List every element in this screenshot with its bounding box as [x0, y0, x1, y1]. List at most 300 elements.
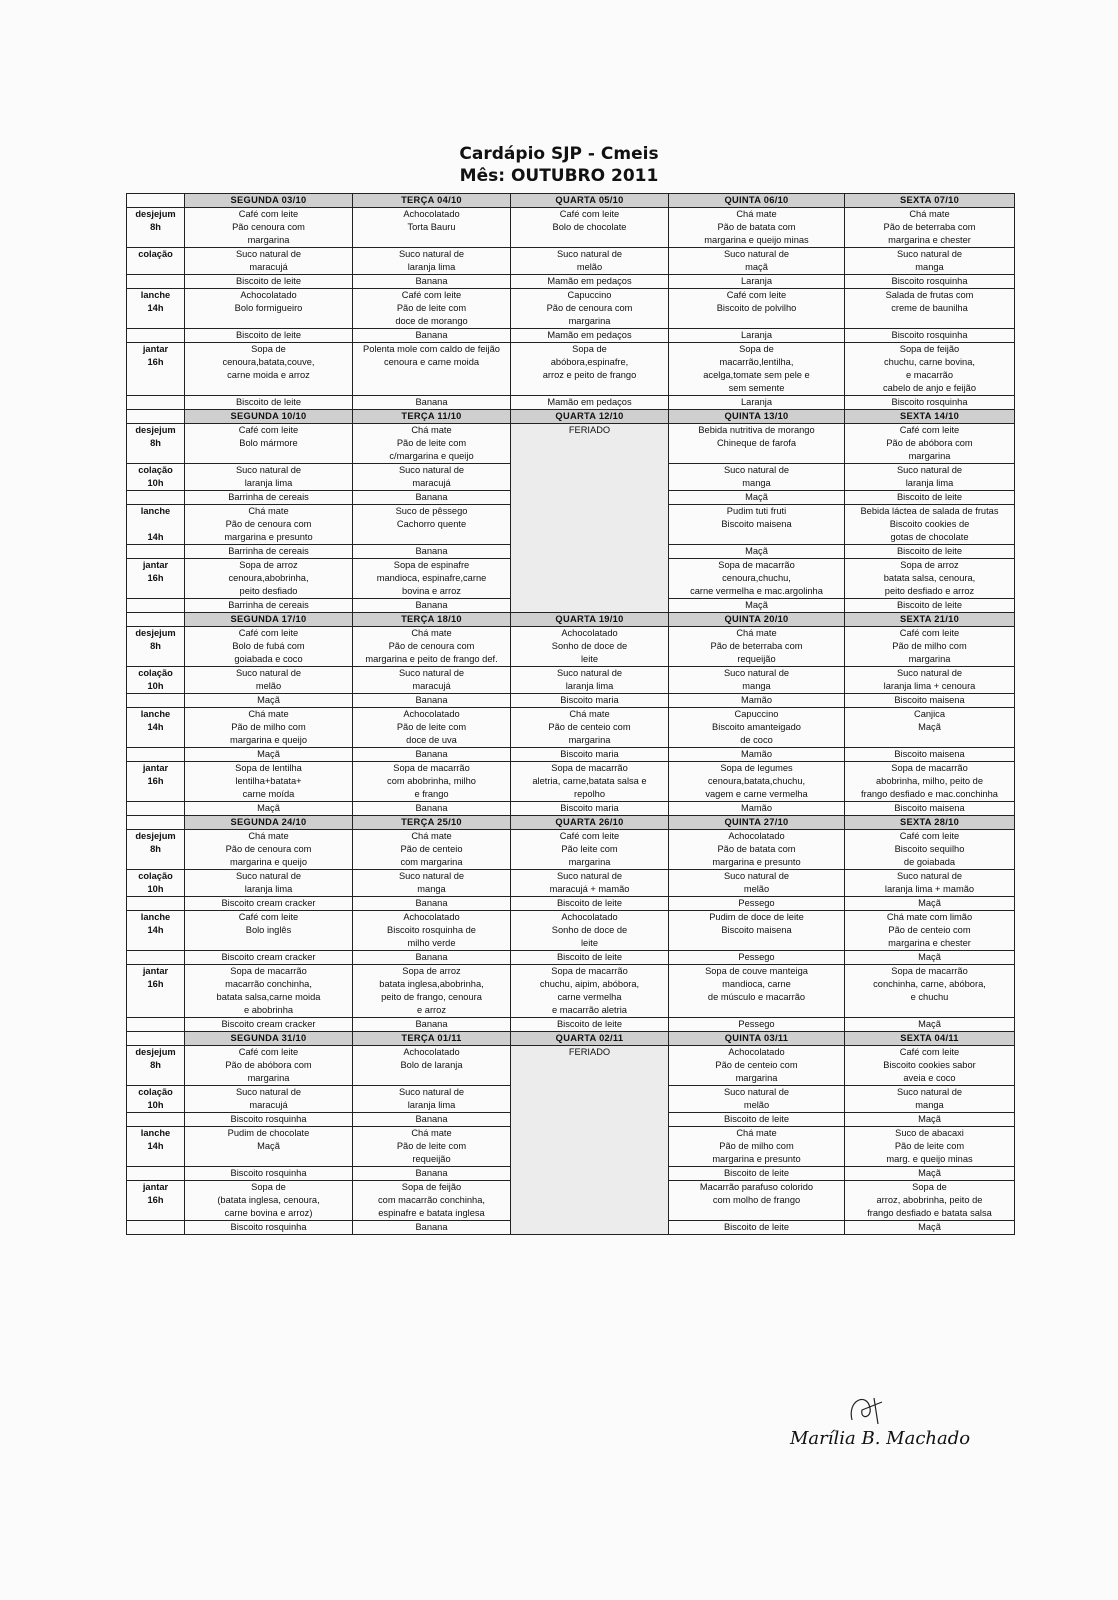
day-header: QUARTA 12/10: [511, 410, 669, 424]
cell-line: Chá mate: [411, 831, 452, 841]
cell-line: vagem e carne vermelha: [705, 789, 808, 799]
menu-cell: [669, 762, 845, 802]
menu-cell: [669, 424, 845, 464]
cell-line: Sopa de macarrão: [551, 966, 628, 976]
cell-line: Biscoito de leite: [235, 397, 302, 407]
cell-line: Biscoito maisena: [721, 925, 792, 935]
meal-label: [127, 1018, 185, 1032]
menu-cell: [511, 208, 669, 248]
meal-label: [127, 1221, 185, 1235]
day-header: QUINTA 03/11: [669, 1032, 845, 1046]
cell-line: e chuchu: [910, 992, 949, 1002]
cell-line: Suco natural de: [398, 1087, 465, 1097]
cell-line: abóbora,espinafre,: [550, 357, 629, 367]
day-header: TERÇA 11/10: [353, 410, 511, 424]
cell-line: Pão de leite com: [894, 1141, 965, 1151]
cell-line: conchinha, carne, abóbora,: [873, 979, 986, 989]
menu-cell: [669, 505, 845, 545]
cell-line: Bolo inglês: [245, 925, 292, 935]
cell-line: 16h: [147, 776, 164, 786]
cell-line: Suco natural de: [235, 668, 302, 678]
menu-cell: [669, 1086, 845, 1113]
cell-line: desjejum: [135, 628, 176, 638]
cell-line: Sopa de arroz: [239, 560, 298, 570]
menu-cell: [845, 694, 1015, 708]
cell-line: Bolo de laranja: [400, 1060, 463, 1070]
cell-line: Biscoito de leite: [896, 492, 963, 502]
menu-cell: [185, 870, 353, 897]
cell-line: lanche: [140, 912, 171, 922]
cell-line: Banana: [415, 952, 448, 962]
cell-line: Biscoito maria: [560, 749, 619, 759]
cell-line: Banana: [415, 1114, 448, 1124]
meal-label: [127, 748, 185, 762]
menu-cell: [669, 1167, 845, 1181]
cell-line: Sopa de macarrão: [551, 763, 628, 773]
menu-cell: [669, 329, 845, 343]
cell-line: lanche: [140, 506, 171, 516]
cell-line: Laranja: [740, 397, 772, 407]
cell-line: Pudim tuti fruti: [726, 506, 787, 516]
cell-line: Suco natural de: [398, 465, 465, 475]
menu-cell: [511, 289, 669, 329]
cell-line: cenoura,chuchu,: [722, 573, 791, 583]
cell-line: carne vermelha: [557, 992, 622, 1002]
cell-line: Banana: [415, 600, 448, 610]
menu-cell: [669, 396, 845, 410]
cell-line: laranja lima: [905, 478, 954, 488]
cell-line: Chá mate: [909, 209, 950, 219]
cell-line: margarina: [908, 451, 951, 461]
menu-cell: [353, 464, 511, 491]
menu-cell: [353, 1127, 511, 1167]
menu-cell: [185, 505, 353, 545]
meal-row: [127, 897, 1015, 911]
cell-line: Café com leite: [899, 425, 960, 435]
cell-line: colação: [138, 465, 173, 475]
menu-cell: [353, 1221, 511, 1235]
cell-line: mandioca, espinafre,carne: [376, 573, 487, 583]
meal-row: [127, 802, 1015, 816]
cell-line: maracujá: [412, 681, 451, 691]
cell-line: Barrinha de cereais: [228, 546, 309, 556]
menu-cell: [511, 694, 669, 708]
cell-line: carne bovina e arroz): [224, 1208, 313, 1218]
menu-cell: [845, 951, 1015, 965]
menu-cell: [185, 208, 353, 248]
cell-line: Biscoito maisena: [721, 519, 792, 529]
menu-cell: [511, 830, 669, 870]
week-header-row: [127, 1032, 1015, 1046]
menu-cell: [353, 830, 511, 870]
cell-line: mandioca, carne: [722, 979, 791, 989]
cell-line: Pudim de chocolate: [227, 1128, 310, 1138]
cell-line: bovina e arroz: [402, 586, 461, 596]
cell-line: margarina e chester: [888, 938, 971, 948]
cell-line: Biscoito rosquinha: [891, 330, 968, 340]
cell-line: [129, 1167, 182, 1180]
menu-cell: [669, 1181, 845, 1221]
cell-line: Achocolatado: [403, 209, 460, 219]
menu-cell: [669, 708, 845, 748]
menu-cell: [845, 424, 1015, 464]
meal-label: [127, 505, 185, 545]
meal-label: [127, 897, 185, 911]
cell-line: de músculo e macarrão: [707, 992, 806, 1002]
cell-line: Bolo de fubá com: [232, 641, 305, 651]
day-header: SEGUNDA 17/10: [185, 613, 353, 627]
cell-line: Sopa de arroz: [900, 560, 959, 570]
meal-row: [127, 1018, 1015, 1032]
cell-line: Sopa de arroz: [402, 966, 461, 976]
cell-line: Biscoito cream cracker: [221, 952, 316, 962]
cell-line: laranja lima: [407, 1100, 456, 1110]
menu-cell: [845, 396, 1015, 410]
cell-line: Biscoito de leite: [723, 1168, 790, 1178]
cell-line: Salada de frutas com: [885, 290, 974, 300]
cell-line: Biscoito de leite: [896, 600, 963, 610]
menu-cell: [353, 491, 511, 505]
day-header: SEXTA 21/10: [845, 613, 1015, 627]
cell-line: melão: [576, 262, 603, 272]
cell-line: Mamão em pedaços: [547, 397, 632, 407]
cell-line: 16h: [147, 573, 164, 583]
cell-line: 14h: [147, 1141, 164, 1151]
week-header-row: [127, 613, 1015, 627]
cell-line: margarina e queijo: [229, 735, 307, 745]
cell-line: Pão de beterraba com: [883, 222, 976, 232]
cell-line: Suco natural de: [896, 1087, 963, 1097]
cell-line: e frango: [414, 789, 449, 799]
meal-row: [127, 208, 1015, 248]
cell-line: Pão de abóbora com: [225, 1060, 312, 1070]
cell-line: margarina: [735, 1073, 778, 1083]
menu-cell: [845, 708, 1015, 748]
meal-row: [127, 248, 1015, 275]
cell-line: 8h: [150, 1060, 161, 1070]
menu-cell: [845, 491, 1015, 505]
day-header: SEXTA 28/10: [845, 816, 1015, 830]
cell-line: marg. e queijo minas: [886, 1154, 973, 1164]
menu-cell: [185, 289, 353, 329]
cell-line: arroz e peito de frango: [542, 370, 637, 380]
menu-cell: [353, 1018, 511, 1032]
cell-line: carne moida e arroz: [227, 370, 310, 380]
cell-line: [129, 694, 182, 707]
cell-line: Sonho de doce de: [551, 641, 628, 651]
menu-cell: [185, 1113, 353, 1127]
cell-line: Suco de pêssego: [395, 506, 468, 516]
cell-line: abobrinha, milho, peito de: [876, 776, 983, 786]
day-header: QUINTA 20/10: [669, 613, 845, 627]
cell-line: batata salsa, cenoura,: [883, 573, 976, 583]
cell-line: Café com leite: [899, 628, 960, 638]
menu-cell: [511, 748, 669, 762]
meal-label: [127, 208, 185, 248]
menu-cell: [845, 208, 1015, 248]
cell-line: Café com leite: [559, 831, 620, 841]
cell-line: laranja lima: [565, 681, 614, 691]
menu-cell: [353, 1181, 511, 1221]
cell-line: Banana: [415, 749, 448, 759]
menu-cell: [353, 424, 511, 464]
meal-label: [127, 599, 185, 613]
cell-line: maçã: [745, 262, 768, 272]
cell-line: Banana: [415, 1222, 448, 1232]
menu-cell: [353, 694, 511, 708]
cell-line: Suco natural de: [723, 1087, 790, 1097]
cell-line: Café com leite: [401, 290, 462, 300]
cell-line: 10h: [147, 884, 164, 894]
cell-line: 10h: [147, 478, 164, 488]
cell-line: Pudim de doce de leite: [709, 912, 804, 922]
cell-line: milho verde: [407, 938, 456, 948]
cell-line: Pão de milho com: [719, 1141, 794, 1151]
cell-line: Chá mate: [248, 506, 289, 516]
menu-cell: [669, 965, 845, 1018]
menu-cell: [511, 965, 669, 1018]
menu-cell: [353, 911, 511, 951]
cell-line: e macarrão aletria: [552, 1005, 627, 1015]
meal-label: [127, 951, 185, 965]
cell-line: Café com leite: [238, 425, 299, 435]
cell-line: lanche: [140, 290, 171, 300]
cell-line: Maçã: [257, 1141, 280, 1151]
cell-line: Suco natural de: [723, 871, 790, 881]
day-header: SEXTA 07/10: [845, 194, 1015, 208]
menu-cell: [185, 965, 353, 1018]
menu-cell: [353, 762, 511, 802]
cell-line: margarina: [247, 235, 290, 245]
menu-cell: [185, 248, 353, 275]
cell-line: Maçã: [745, 492, 768, 502]
meal-label: [127, 1086, 185, 1113]
cell-line: lanche: [140, 709, 171, 719]
cell-line: jantar: [142, 966, 169, 976]
menu-cell: [845, 1018, 1015, 1032]
signature-mark: [842, 1390, 922, 1430]
menu-title: Cardápio SJP - Cmeis: [459, 144, 659, 164]
cell-line: Biscoito rosquinha: [230, 1222, 307, 1232]
menu-cell: [669, 911, 845, 951]
cell-line: manga: [417, 884, 446, 894]
menu-cell: [185, 1046, 353, 1086]
meal-label: [127, 1113, 185, 1127]
menu-cell: [845, 599, 1015, 613]
cell-line: Banana: [415, 546, 448, 556]
menu-cell: [185, 1221, 353, 1235]
cell-line: carne moída: [242, 789, 295, 799]
meal-label: [127, 545, 185, 559]
day-header: SEXTA 14/10: [845, 410, 1015, 424]
day-header: QUINTA 06/10: [669, 194, 845, 208]
menu-cell: [185, 762, 353, 802]
cell-line: Bolo formigueiro: [234, 303, 303, 313]
cell-line: e arroz: [417, 1005, 446, 1015]
cell-line: Banana: [415, 803, 448, 813]
cell-line: frango desfiado e batata salsa: [867, 1208, 992, 1218]
menu-cell: [511, 708, 669, 748]
menu-cell: [845, 897, 1015, 911]
cell-line: Biscoito de polvilho: [716, 303, 797, 313]
cell-line: Biscoito de leite: [723, 1114, 790, 1124]
menu-cell: [185, 545, 353, 559]
cell-line: Maçã: [257, 749, 280, 759]
cell-line: Banana: [415, 898, 448, 908]
cell-line: Suco natural de: [723, 465, 790, 475]
meal-row: [127, 911, 1015, 951]
cell-line: Maçã: [918, 1019, 941, 1029]
menu-cell: [353, 248, 511, 275]
menu-cell: [845, 1046, 1015, 1086]
week-header-row: [127, 194, 1015, 208]
cell-line: Chá mate: [411, 425, 452, 435]
cell-line: Achocolatado: [403, 709, 460, 719]
cell-line: de goiabada: [903, 857, 956, 867]
meal-row: [127, 396, 1015, 410]
cell-line: com molho de frango: [712, 1195, 801, 1205]
cell-line: Sopa de espinafre: [393, 560, 470, 570]
menu-cell: [185, 343, 353, 396]
cell-line: Suco natural de: [556, 871, 623, 881]
cell-line: chuchu, aipim, abóbora,: [539, 979, 640, 989]
cell-line: Sopa de: [912, 1182, 947, 1192]
cell-line: Chá mate: [736, 209, 777, 219]
cell-line: Biscoito cream cracker: [221, 898, 316, 908]
menu-cell: [185, 951, 353, 965]
menu-cell: [353, 1086, 511, 1113]
cell-line: laranja lima: [407, 262, 456, 272]
cell-line: Suco natural de: [235, 249, 302, 259]
week-header-row: [127, 816, 1015, 830]
menu-cell: [353, 545, 511, 559]
meal-label: [127, 1167, 185, 1181]
cell-line: Biscoito rosquinha: [891, 397, 968, 407]
header-corner: [127, 816, 185, 830]
menu-cell: [511, 802, 669, 816]
meal-label: [127, 1046, 185, 1086]
cell-line: Barrinha de cereais: [228, 492, 309, 502]
cell-line: Pão de leite com: [396, 303, 467, 313]
cell-line: Biscoito rosquinha: [230, 1114, 307, 1124]
day-header: TERÇA 01/11: [353, 1032, 511, 1046]
cell-line: Café com leite: [238, 912, 299, 922]
cell-line: laranja lima + cenoura: [883, 681, 976, 691]
cell-line: melão: [743, 1100, 770, 1110]
menu-cell: [511, 1018, 669, 1032]
menu-cell: [185, 667, 353, 694]
cell-line: Achocolatado: [403, 912, 460, 922]
meal-row: [127, 275, 1015, 289]
cell-line: Café com leite: [899, 1047, 960, 1057]
cell-line: Achocolatado: [403, 1047, 460, 1057]
menu-cell: [669, 1018, 845, 1032]
cell-line: Biscoito de leite: [235, 276, 302, 286]
menu-cell: [353, 396, 511, 410]
cell-line: Mamão: [740, 749, 772, 759]
meal-row: [127, 343, 1015, 396]
menu-cell: [845, 1221, 1015, 1235]
cell-line: requeijão: [412, 1154, 451, 1164]
menu-cell: [185, 329, 353, 343]
cell-line: cenoura e carne moida: [383, 357, 480, 367]
cell-line: Banana: [415, 397, 448, 407]
cell-line: Suco natural de: [235, 871, 302, 881]
cell-line: Achocolatado: [561, 628, 618, 638]
cell-line: Suco natural de: [556, 249, 623, 259]
cell-line: Pão de abóbora com: [886, 438, 973, 448]
cell-line: Macarrão parafuso colorido: [699, 1182, 814, 1192]
cell-line: Suco natural de: [235, 1087, 302, 1097]
cell-line: [129, 491, 182, 504]
cell-line: Biscoito rosquinha de: [387, 925, 476, 935]
meal-label: [127, 1127, 185, 1167]
signature: Marília B. Machado: [790, 1428, 971, 1449]
menu-cell: [845, 802, 1015, 816]
cell-line: Achocolatado: [561, 912, 618, 922]
meal-label: [127, 329, 185, 343]
cell-line: Sopa de macarrão: [718, 560, 795, 570]
cell-line: Mamão em pedaços: [547, 276, 632, 286]
cell-line: Suco natural de: [896, 249, 963, 259]
cell-line: Biscoito maria: [560, 803, 619, 813]
cell-line: Capuccino: [567, 290, 612, 300]
cell-line: colação: [138, 871, 173, 881]
day-header: QUARTA 19/10: [511, 613, 669, 627]
menu-cell: [353, 1167, 511, 1181]
cell-line: Bebida nutritiva de morango: [698, 425, 815, 435]
menu-table: [126, 193, 1015, 1235]
menu-cell: [845, 559, 1015, 599]
cell-line: Achocolatado: [728, 831, 785, 841]
menu-cell: [511, 329, 669, 343]
cell-line: Biscoito maria: [560, 695, 619, 705]
cell-line: Achocolatado: [728, 1047, 785, 1057]
menu-cell: [845, 545, 1015, 559]
cell-line: [129, 951, 182, 964]
cell-line: macarrão,lentilha,: [719, 357, 794, 367]
meal-row: [127, 289, 1015, 329]
cell-line: maracujá: [412, 478, 451, 488]
menu-cell: [669, 464, 845, 491]
cell-line: Chineque de farofa: [716, 438, 797, 448]
cell-line: Canjica: [913, 709, 945, 719]
menu-cell: [185, 911, 353, 951]
day-header: SEXTA 04/11: [845, 1032, 1015, 1046]
cell-line: melão: [743, 884, 770, 894]
cell-line: Chá mate: [411, 1128, 452, 1138]
cell-line: c/margarina e queijo: [389, 451, 474, 461]
meal-row: [127, 329, 1015, 343]
cell-line: 16h: [147, 979, 164, 989]
cell-line: batata salsa,carne moida: [216, 992, 321, 1002]
cell-line: Laranja: [740, 276, 772, 286]
day-header: QUARTA 26/10: [511, 816, 669, 830]
meal-label: [127, 830, 185, 870]
cell-line: margarina: [568, 857, 611, 867]
menu-cell: [845, 627, 1015, 667]
cell-line: margarina: [908, 654, 951, 664]
menu-cell: [185, 627, 353, 667]
cell-line: maracujá: [249, 262, 288, 272]
menu-cell: [353, 275, 511, 289]
menu-cell: [353, 1046, 511, 1086]
cell-line: colação: [138, 668, 173, 678]
menu-cell: [845, 1086, 1015, 1113]
cell-line: Pão de leite com: [396, 1141, 467, 1151]
menu-cell: [669, 1046, 845, 1086]
cell-line: Banana: [415, 492, 448, 502]
